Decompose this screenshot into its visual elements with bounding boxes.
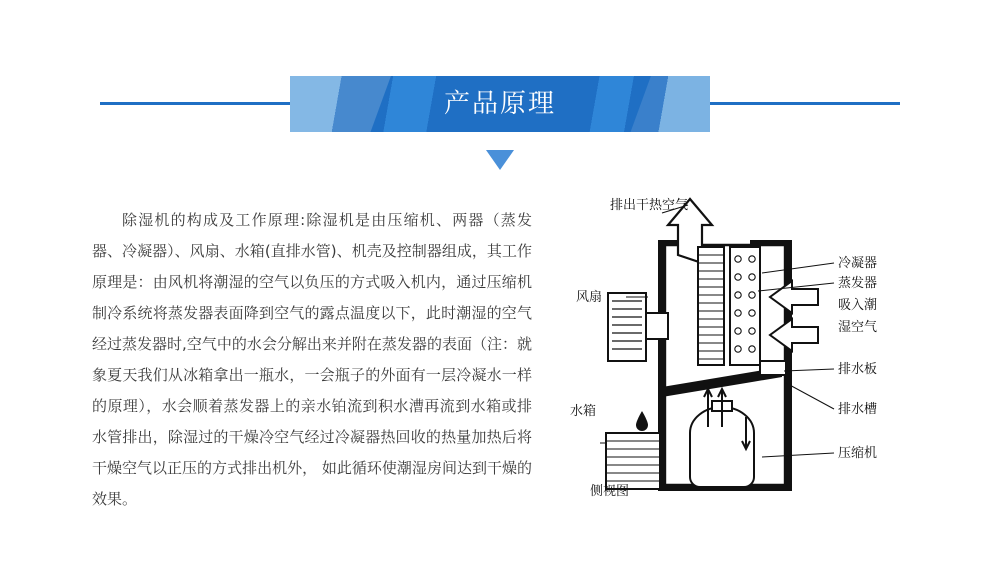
page-title: 产品原理 xyxy=(443,89,556,119)
fan-unit xyxy=(608,293,646,361)
label-drain-trough: 排水槽 xyxy=(838,402,878,417)
diagram-svg xyxy=(570,185,970,510)
water-droplet-icon xyxy=(636,411,648,431)
label-intake-line2: 湿空气 xyxy=(838,320,878,335)
page-header xyxy=(0,76,1000,132)
label-condenser: 冷凝器 xyxy=(838,256,878,271)
header-rule-right xyxy=(700,102,900,105)
label-compressor: 压缩机 xyxy=(838,446,878,461)
chevron-down-icon xyxy=(486,150,514,172)
dehumidifier-diagram xyxy=(570,185,970,510)
label-evaporator: 蒸发器 xyxy=(838,276,878,291)
header-banner xyxy=(290,76,710,132)
label-fan: 风扇 xyxy=(576,290,603,305)
intake-arrows-icon xyxy=(770,281,818,351)
drain-trough xyxy=(760,361,786,375)
principle-description: 除湿机的构成及工作原理:除湿机是由压缩机、两器（蒸发器、冷凝器）、风扇、水箱(直排水管)、机壳及控制器组成，其工作原理是：由风机将潮湿的空气以负压的方式吸入机内，通过压缩机制冷系统将蒸发器表面降到空气的露点温度以下，此时潮湿的空气经过蒸发器时,空气中的水会分解出来并附在蒸发器的表面（注：就象夏天我们从冰箱拿出一瓶水，一会瓶子的外面有一层冷凝水一样的原理），水会顺着蒸发器上的亲水铂流到积水漕再流到水箱或排水管排出，除湿过的干燥冷空气经过冷凝器热回收的热量加热后将干燥空气以正压的方式排出机外， 如此循环使潮湿房间达到干燥的效果。 xyxy=(92,211,532,508)
evaporator-coil xyxy=(730,247,760,365)
label-exhaust: 排出干热空气 xyxy=(610,198,689,213)
diagram-caption: 侧视图 xyxy=(590,484,630,499)
label-intake-line1: 吸入潮 xyxy=(838,298,878,313)
header-rule-left xyxy=(100,102,300,105)
condenser-coil xyxy=(698,247,724,365)
label-water-tank: 水箱 xyxy=(570,404,597,419)
fan-motor xyxy=(646,313,668,339)
label-drain-plate: 排水板 xyxy=(838,362,878,377)
